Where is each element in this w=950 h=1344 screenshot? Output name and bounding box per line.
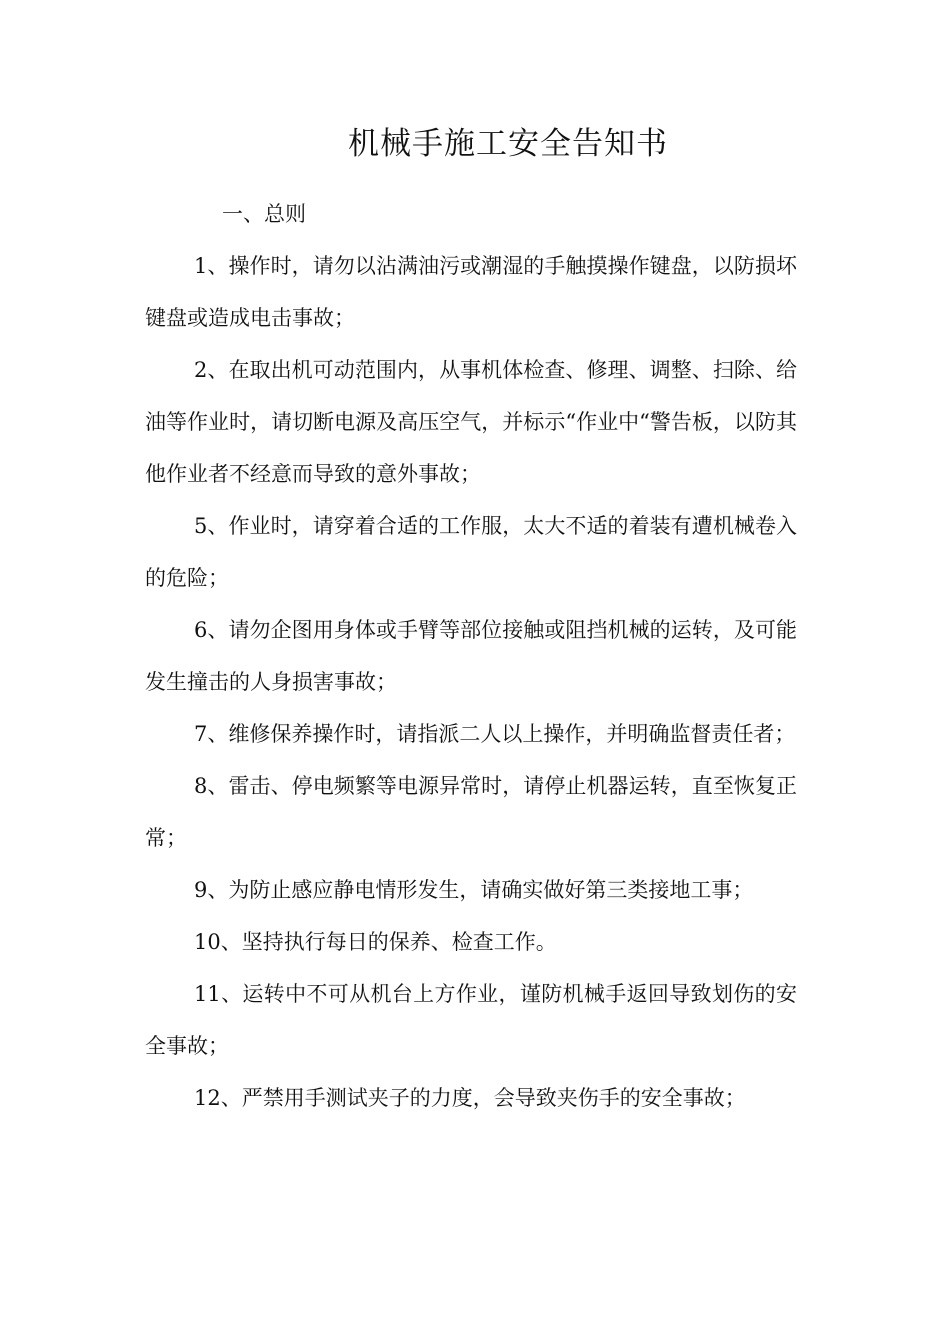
clause-9: 9、为防止感应静电情形发生，请确实做好第三类接地工事； bbox=[194, 878, 754, 902]
clause-10: 10、坚持执行每日的保养、检查工作。 bbox=[194, 930, 557, 954]
clause-11: 11、运转中不可从机台上方作业，谨防机械手返回导致划伤的安全事故； bbox=[145, 982, 797, 1058]
clause-7: 7、维修保养操作时，请指派二人以上操作，并明确监督责任者； bbox=[194, 722, 796, 746]
clause-8: 8、雷击、停电频繁等电源异常时，请停止机器运转，直至恢复正常； bbox=[145, 774, 797, 850]
document-body bbox=[145, 240, 797, 1124]
clause-5: 5、作业时，请穿着合适的工作服，太大不适的着装有遭机械卷入的危险； bbox=[145, 514, 797, 590]
document-title: 机械手施工安全告知书 bbox=[348, 126, 668, 162]
clause-2: 2、在取出机可动范围内，从事机体检查、修理、调整、扫除、给油等作业时，请切断电源及高压空气，并标示“作业中“警告板，以防其他作业者不经意而导致的意外事故； bbox=[145, 358, 797, 486]
clause-6: 6、请勿企图用身体或手臂等部位接触或阻挡机械的运转，及可能发生撞击的人身损害事故； bbox=[145, 618, 797, 694]
clause-12: 12、严禁用手测试夹子的力度，会导致夹伤手的安全事故； bbox=[194, 1086, 746, 1110]
clause-1: 1、操作时，请勿以沾满油污或潮湿的手触摸操作键盘，以防损坏键盘或造成电击事故； bbox=[145, 254, 797, 330]
section-heading: 一、总则 bbox=[222, 202, 306, 226]
